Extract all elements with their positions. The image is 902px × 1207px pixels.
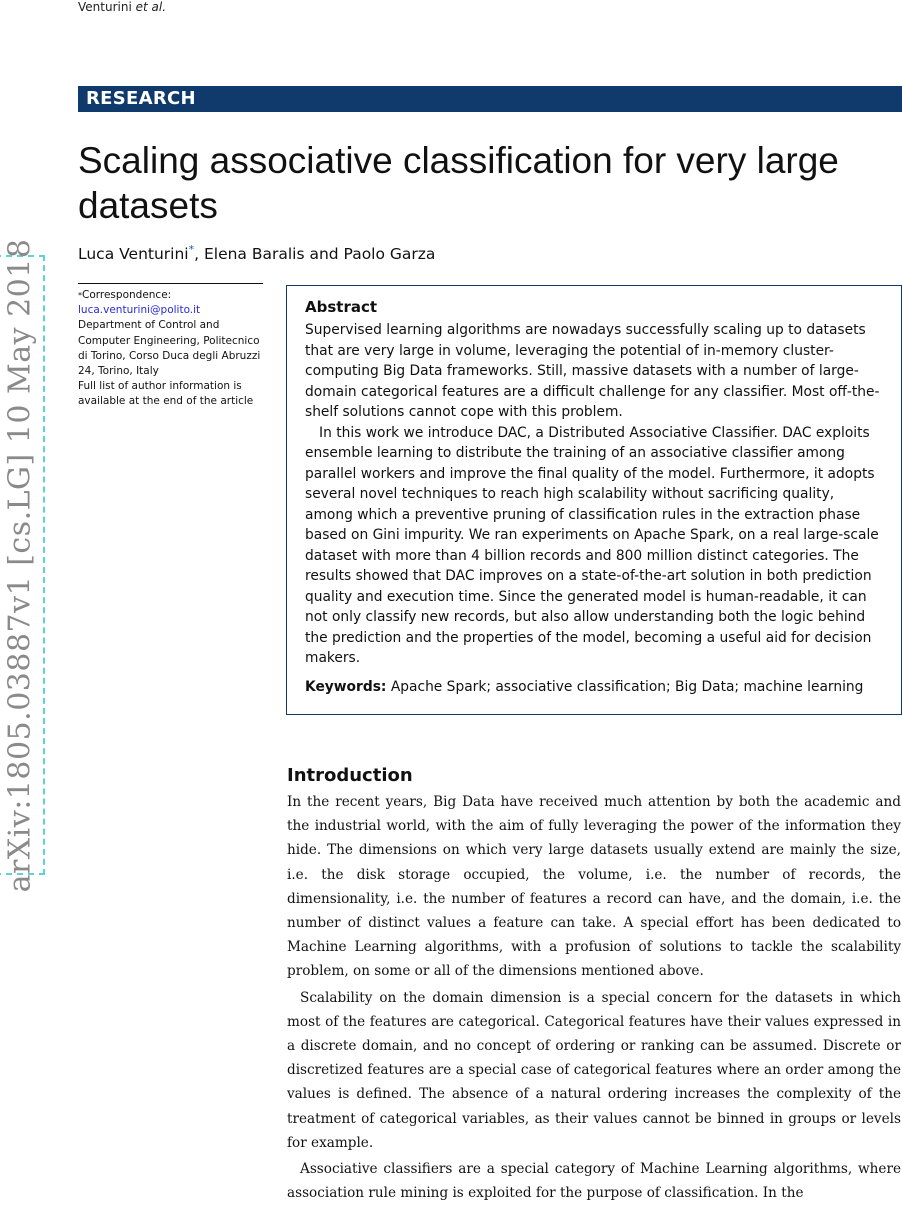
correspondence-note bbox=[78, 288, 268, 410]
correspondence-email[interactable]: luca.venturini@polito.it bbox=[78, 304, 201, 317]
correspondence-label: Correspondence: bbox=[82, 289, 172, 301]
arxiv-stamp-text: arXiv:1805.03887v1 [cs.LG] 10 May 2018 bbox=[2, 238, 38, 892]
other-authors: , Elena Baralis and Paolo Garza bbox=[194, 245, 436, 264]
first-author: Luca Venturini bbox=[78, 245, 189, 264]
arxiv-stamp[interactable] bbox=[0, 238, 45, 892]
keywords-label: Keywords: bbox=[305, 678, 387, 695]
correspondence-star: * bbox=[78, 291, 82, 300]
abstract-box bbox=[286, 285, 902, 715]
author-info-note: Full list of author information is available at the end of the article bbox=[78, 380, 254, 408]
running-head bbox=[78, 0, 166, 14]
paper-title: Scaling associative classification for very large datasets bbox=[78, 140, 839, 226]
abstract-heading: Abstract bbox=[305, 298, 378, 316]
abstract-paragraph-2: In this work we introduce DAC, a Distributed Associative Classifier. DAC exploits ensemble learning to distribute the training of an associative classifier among parallel workers and improve the final quality of the model. Furthermore, it adopts several novel techniques to reach high scalability without sacrificing quality, among which a preventive pruning of classification rules in the extraction phase based on Gini impurity. We ran experiments on Apache Spark, on a real large-scale dataset with more than 4 billion records and 800 million distinct categories. The results showed that DAC improves on a state-of-the-art solution in both prediction quality and execution time. Since the generated model is human-readable, it can not only classify new records, but also allow understanding both the logic behind the prediction and the properties of the model, becoming a useful aid for decision makers. bbox=[305, 424, 879, 666]
running-head-suffix: et al. bbox=[135, 0, 167, 14]
footnote-rule bbox=[78, 283, 263, 284]
intro-paragraph-2: Scalability on the domain dimension is a special concern for the datasets in which most of the features are categorical. Categorical features have their values expressed in a discrete domain, and no concept of ordering or ranking can be assumed. Discrete or discretized features are a special case of categorical features where an order among the values is defined. The absence of a natural ordering increases the complexity of the treatment of categorical variables, as their values cannot be binned in groups or levels for example. bbox=[287, 989, 901, 1151]
correspondence-mark[interactable]: * bbox=[188, 243, 195, 256]
introduction-heading: Introduction bbox=[287, 765, 413, 786]
author-list bbox=[78, 243, 435, 263]
intro-paragraph-1: In the recent years, Big Data have received much attention by both the academic and the industrial world, with the aim of fully leveraging the power of the information they hide. The dimensions on which very large datasets usually extend are mainly the size, i.e. the disk storage occupied, the volume, i.e. the number of records, the dimensionality, i.e. the number of features a record can have, and the domain, i.e. the number of distinct values a feature can take. A special effort has been dedicated to Machine Learning algorithms, with a profusion of solutions to tackle the scalability problem, on some or all of the dimensions mentioned above. bbox=[287, 794, 901, 980]
keywords-list: Apache Spark; associative classification; Big Data; machine learning bbox=[390, 678, 864, 695]
introduction-body bbox=[287, 790, 901, 1207]
abstract-paragraph-1: Supervised learning algorithms are nowadays successfully scaling up to datasets that are very large in volume, leveraging the potential of in-memory cluster-computing Big Data frameworks. Still, massive datasets with a number of large-domain categorical features are a difficult challenge for any classifier. Most off-the-shelf solutions cannot cope with this problem. bbox=[305, 322, 880, 420]
correspondence-affiliation: Department of Control and Computer Engineering, Politecnico di Torino, Corso Duca degli Abruzzi 24, Torino, Italy bbox=[78, 319, 261, 378]
running-head-author: Venturini bbox=[78, 0, 132, 14]
intro-paragraph-3: Associative classifiers are a special category of Machine Learning algorithms, where association rule mining is exploited for the purpose of classification. In the bbox=[287, 1161, 901, 1202]
keywords bbox=[305, 677, 885, 698]
section-banner: RESEARCH bbox=[78, 86, 902, 112]
